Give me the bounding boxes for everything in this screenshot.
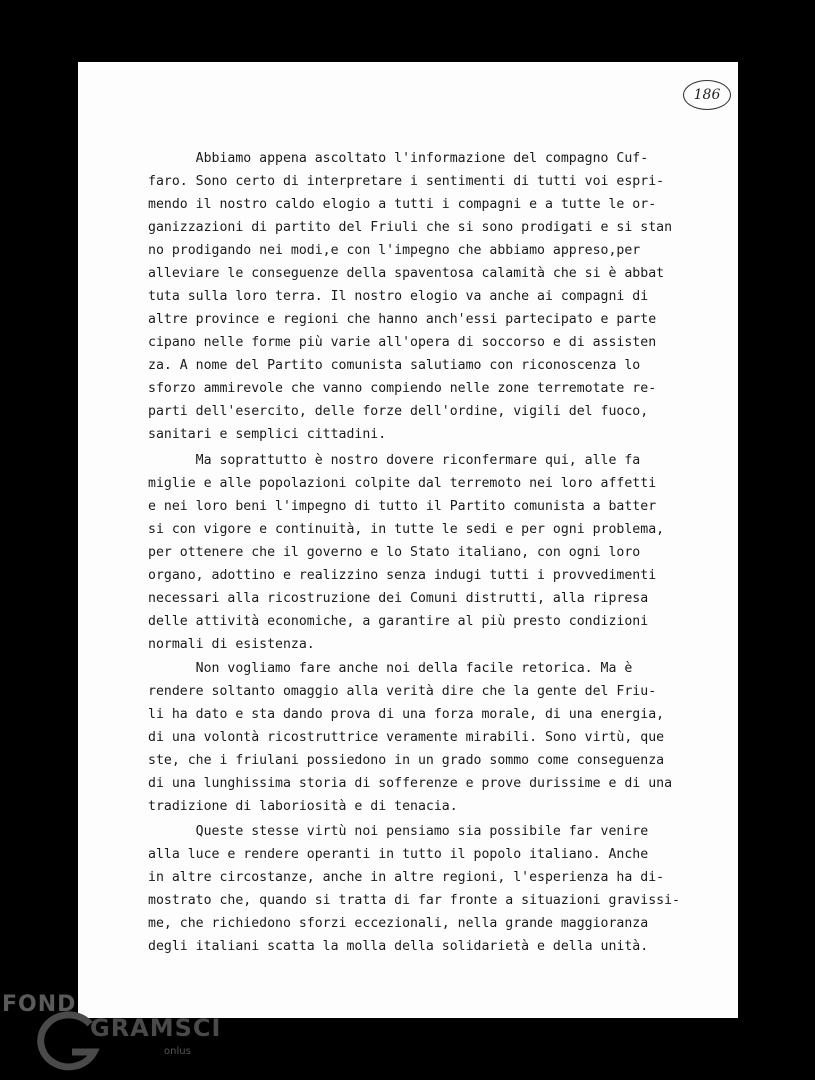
- fondazione-gramsci-watermark: [0, 992, 220, 1080]
- text-line: delle attività economiche, a garantire al più presto condizioni: [148, 614, 649, 629]
- watermark-fond-text: FOND: [2, 992, 77, 1017]
- text-line: alleviare le conseguenze della spaventosa calamità che si è abbat: [148, 266, 665, 281]
- watermark-gramsci-text: GRAMSCI: [90, 1014, 222, 1042]
- text-line: di una volontà ricostruttrice veramente mirabili. Sono virtù, que: [148, 730, 665, 745]
- text-line: necessari alla ricostruzione dei Comuni distrutti, alla ripresa: [148, 591, 649, 606]
- text-line: organo, adottino e realizzino senza indugi tutti i provvedimenti: [148, 568, 657, 583]
- text-line: ste, che i friulani possiedono in un grado sommo come conseguenza: [148, 753, 665, 768]
- text-line: parti dell'esercito, delle forze dell'ordine, vigili del fuoco,: [148, 404, 649, 419]
- text-line: Non vogliamo fare anche noi della facile retorica. Ma è: [148, 661, 633, 676]
- text-line: si con vigore e continuità, in tutte le sedi e per ogni problema,: [148, 522, 665, 537]
- text-line: Abbiamo appena ascoltato l'informazione del compagno Cuf-: [148, 151, 649, 166]
- text-line: tradizione di laboriosità e di tenacia.: [148, 799, 458, 814]
- text-line: sforzo ammirevole che vanno compiendo nelle zone terremotate re-: [148, 381, 657, 396]
- text-line: e nei loro beni l'impegno di tutto il Partito comunista a batter: [148, 499, 657, 514]
- text-line: di una lunghissima storia di sofferenze e prove durissime e di una: [148, 776, 673, 791]
- text-line: degli italiani scatta la molla della solidarietà e della unità.: [148, 939, 649, 954]
- text-line: Ma soprattutto è nostro dovere riconfermare qui, alle fa: [148, 453, 641, 468]
- text-line: miglie e alle popolazioni colpite dal terremoto nei loro affetti: [148, 476, 657, 491]
- text-line: li ha dato e sta dando prova di una forza morale, di una energia,: [148, 707, 665, 722]
- text-line: me, che richiedono sforzi eccezionali, nella grande maggioranza: [148, 916, 649, 931]
- text-line: normali di esistenza.: [148, 637, 315, 652]
- text-line: faro. Sono certo di interpretare i sentimenti di tutti voi espri-: [148, 174, 665, 189]
- page-number: 186: [683, 80, 731, 110]
- text-line: sanitari e semplici cittadini.: [148, 427, 387, 442]
- document-page: [78, 62, 738, 1018]
- text-line: za. A nome del Partito comunista salutiamo con riconoscenza lo: [148, 358, 641, 373]
- watermark-onlus-text: onlus: [164, 1046, 191, 1057]
- text-line: rendere soltanto omaggio alla verità dire che la gente del Friu-: [148, 684, 657, 699]
- text-line: altre province e regioni che hanno anch'essi partecipato e parte: [148, 312, 657, 327]
- text-line: ganizzazioni di partito del Friuli che si sono prodigati e si stan: [148, 220, 673, 235]
- text-line: in altre circostanze, anche in altre regioni, l'esperienza ha di-: [148, 870, 665, 885]
- text-line: per ottenere che il governo e lo Stato italiano, con ogni loro: [148, 545, 641, 560]
- text-line: tuta sulla loro terra. Il nostro elogio va anche ai compagni di: [148, 289, 649, 304]
- text-line: cipano nelle forme più varie all'opera di soccorso e di assisten: [148, 335, 657, 350]
- text-line: no prodigando nei modi,e con l'impegno che abbiamo appreso,per: [148, 243, 641, 258]
- text-line: mendo il nostro caldo elogio a tutti i compagni e a tutte le or-: [148, 197, 657, 212]
- text-line: Queste stesse virtù noi pensiamo sia possibile far venire: [148, 824, 649, 839]
- text-line: alla luce e rendere operanti in tutto il popolo italiano. Anche: [148, 847, 649, 862]
- text-line: mostrato che, quando si tratta di far fronte a situazioni gravissi-: [148, 893, 680, 908]
